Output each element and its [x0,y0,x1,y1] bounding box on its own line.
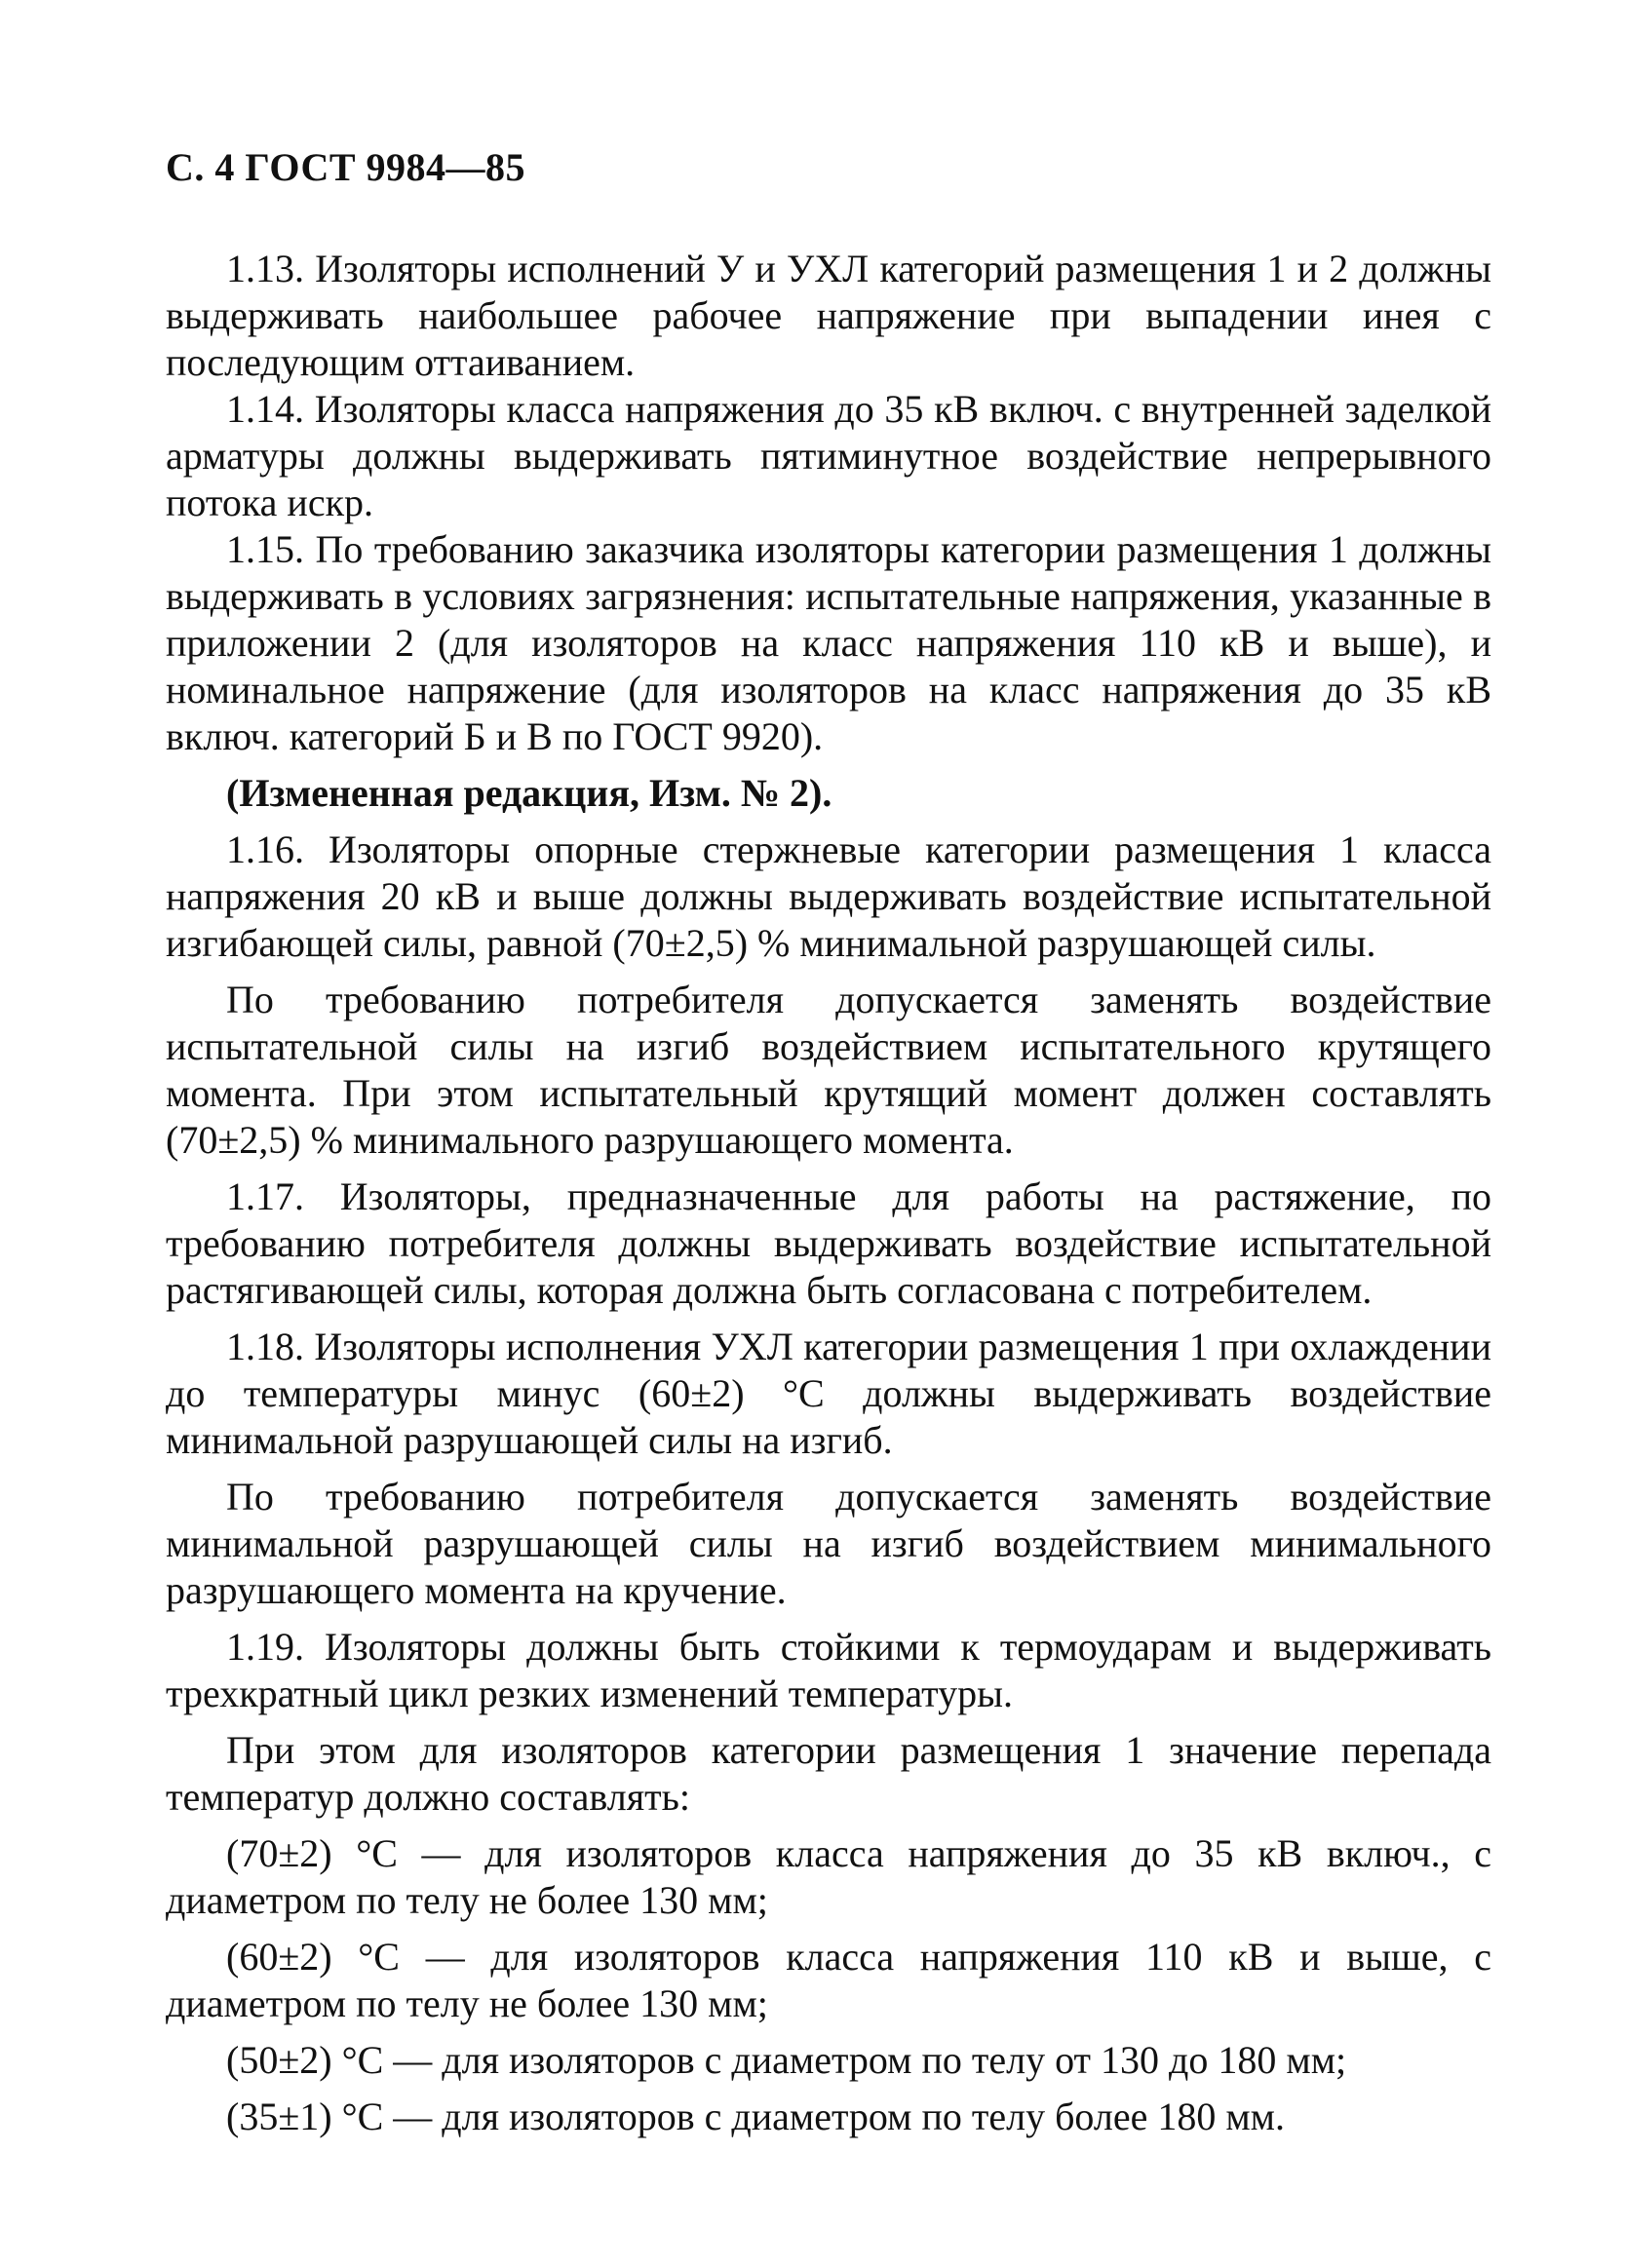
paragraph-1-18: 1.18. Изоляторы исполнения УХЛ категории размещения 1 при охлаждении до температуры минус (60±2) °С должны выдерживать воздействие минимальной разрушающей силы на изгиб. [166,1325,1491,1462]
paragraph-1-18-note: По требованию потребителя допускается заменять воздействие минимальной разрушающей силы на изгиб воздействием минимального разрушающего момента на кручение. [166,1475,1491,1612]
temperature-item-4: (35±1) °С — для изоляторов с диаметром по телу более 180 мм. [226,2095,1285,2138]
paragraph-1-16: 1.16. Изоляторы опорные стержневые категории размещения 1 класса напряжения 20 кВ и выше должны выдерживать воздействие испытательной изгибающей силы, равной (70±2,5) % минимальной разрушающей силы. [166,827,1491,965]
paragraph-1-14: 1.14. Изоляторы класса напряжения до 35 кВ включ. с внутренней заделкой арматуры должны выдерживать пятиминутное воздействие непрерывного потока искр. [166,387,1491,524]
page-header: С. 4 ГОСТ 9984—85 [166,145,526,189]
paragraph-1-16-note: По требованию потребителя допускается заменять воздействие испытательной силы на изгиб воздействием испытательного крутящего момента. При этом испытательный крутящий момент должен составлять (70±2,5) % минимального разрушающего момента. [166,978,1491,1162]
paragraph-1-19-note: При этом для изоляторов категории размещения 1 значение перепада температур должно составлять: [166,1728,1491,1819]
paragraph-1-19: 1.19. Изоляторы должны быть стойкими к термоударам и выдерживать трехкратный цикл резких изменений температуры. [166,1625,1491,1715]
temperature-item-3: (50±2) °С — для изоляторов с диаметром по телу от 130 до 180 мм; [226,2038,1347,2082]
paragraph-1-17: 1.17. Изоляторы, предназначенные для работы на растяжение, по требованию потребителя должны выдерживать воздействие испытательной растягивающей силы, которая должна быть согласована с потребителем. [166,1174,1491,1312]
document-body [166,246,1491,2140]
temperature-item-2: (60±2) °С — для изоляторов класса напряжения 110 кВ и выше, с диаметром по телу не более 130 мм; [166,1935,1491,2025]
paragraph-1-13: 1.13. Изоляторы исполнений У и УХЛ категорий размещения 1 и 2 должны выдерживать наибольшее рабочее напряжение при выпадении инея с последующим оттаиванием. [166,247,1491,384]
amendment-note: (Измененная редакция, Изм. № 2). [226,771,832,815]
temperature-item-1: (70±2) °С — для изоляторов класса напряжения до 35 кВ включ., с диаметром по телу не более 130 мм; [166,1831,1491,1922]
paragraph-1-15: 1.15. По требованию заказчика изоляторы категории размещения 1 должны выдерживать в условиях загрязнения: испытательные напряжения, указанные в приложении 2 (для изоляторов на класс напряжения 110 кВ и выше), и номинальное напряжение (для изоляторов на класс напряжения до 35 кВ включ. категорий Б и В по ГОСТ 9920). [166,527,1491,758]
